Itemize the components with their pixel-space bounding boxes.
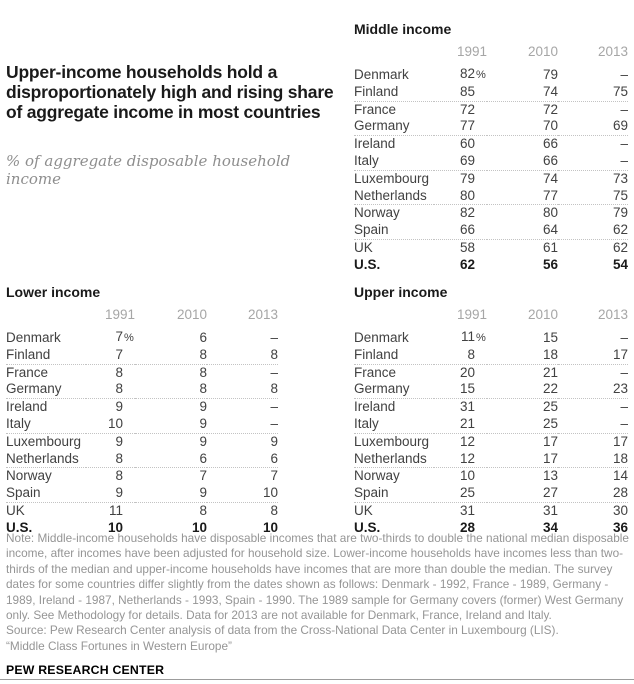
value-1991 <box>434 136 487 153</box>
value-2013: 8 <box>270 502 278 518</box>
value-text: 80 <box>459 187 475 203</box>
value-2013: – <box>620 329 628 345</box>
value-2010: 66 <box>487 153 558 170</box>
value-2013: 75 <box>558 84 628 101</box>
table-row <box>6 416 278 433</box>
value-text: 82 <box>459 66 475 81</box>
value-1991 <box>434 170 487 187</box>
value-2013: 28 <box>558 485 628 502</box>
value-2010: 25 <box>487 416 558 433</box>
value-text: 79 <box>459 170 475 186</box>
value-2010: 74 <box>487 84 558 101</box>
table-row <box>6 433 278 450</box>
country-label: Italy <box>354 416 434 433</box>
country-label: France <box>354 101 397 117</box>
year-header-row <box>354 301 628 329</box>
table-row <box>6 468 278 485</box>
country-label: Finland <box>6 347 86 364</box>
bottom-divider <box>0 679 634 680</box>
value-2010: 10 <box>191 519 207 535</box>
country-label: Denmark <box>354 66 409 82</box>
country-label: Spain <box>354 222 434 239</box>
value-2013: 36 <box>612 519 628 535</box>
country-label: France <box>6 364 49 380</box>
country-label: Denmark <box>354 329 409 345</box>
table-row <box>6 347 278 364</box>
country-label: Luxembourg <box>354 433 430 449</box>
table-row <box>354 451 628 468</box>
value-text: 9 <box>115 399 123 415</box>
table-row <box>6 364 278 381</box>
table-row <box>354 101 628 118</box>
value-2010: 66 <box>542 136 558 152</box>
country-label: U.S. <box>6 519 33 535</box>
table-row <box>354 364 628 381</box>
value-2010: 8 <box>199 364 207 380</box>
country-label: Denmark <box>6 329 61 345</box>
value-text: 10 <box>107 519 123 535</box>
year-header-row <box>354 38 628 66</box>
value-text: 10 <box>459 468 475 484</box>
value-text: 15 <box>459 381 475 397</box>
value-1991 <box>86 416 135 433</box>
brand-label: PEW RESEARCH CENTER <box>6 663 165 678</box>
value-2010: 8 <box>199 502 207 518</box>
country-label: France <box>354 364 397 380</box>
table-middle-income <box>354 21 628 274</box>
value-2010: 8 <box>135 381 207 398</box>
table-row <box>354 170 628 187</box>
figure-footer <box>6 531 630 677</box>
value-2013: 62 <box>558 222 628 239</box>
lower-income-table <box>6 301 278 537</box>
table-row <box>354 118 628 135</box>
value-1991 <box>434 239 487 256</box>
value-2013: 10 <box>262 519 278 535</box>
value-text: 62 <box>459 256 475 272</box>
country-label: Luxembourg <box>354 170 430 186</box>
value-2013: – <box>558 416 628 433</box>
table-title-upper-income: Upper income <box>354 284 448 300</box>
value-text: 85 <box>459 83 475 99</box>
value-2010: 21 <box>542 364 558 380</box>
value-1991 <box>86 468 135 485</box>
value-1991 <box>434 66 487 84</box>
table-row <box>354 153 628 170</box>
value-2013: 14 <box>612 468 628 484</box>
value-2013: 54 <box>612 256 628 272</box>
footnote: Note: Middle-income households have disposable incomes that are two-thirds to double the national median disposable income, after incomes have been adjusted for household size. Lower-income households have incomes less than two-thirds of the median and upper-income households have incomes that are more than double the median. The survey dates for some countries differ slightly from the dates shown as follows: Denmark - 1992, France - 1989, Germany - 1989, Ireland - 1987, Netherlands - 1993, Spain - 1990. The 1989 sample for Germany covers (former) West Germany only. See Methodology for details. Data for 2013 are not available for Denmark, France, Ireland and Italy. <box>6 531 629 623</box>
value-2010: 31 <box>542 502 558 518</box>
value-text: 28 <box>459 519 475 535</box>
value-2013: 17 <box>612 433 628 449</box>
value-text: 31 <box>459 502 475 518</box>
value-text: 77 <box>459 118 475 134</box>
country-label: Finland <box>354 347 434 364</box>
country-label: Netherlands <box>354 188 434 205</box>
value-2013: – <box>620 101 628 117</box>
percent-sign: % <box>124 332 134 344</box>
value-2010: 56 <box>542 256 558 272</box>
value-2010: 34 <box>542 519 558 535</box>
year-header-2013: 2013 <box>597 307 628 322</box>
table-row <box>354 416 628 433</box>
country-label: U.S. <box>354 519 381 535</box>
value-text: 60 <box>459 136 475 152</box>
value-text: 8 <box>467 346 475 362</box>
value-2010: 6 <box>199 329 207 345</box>
country-label: Luxembourg <box>6 433 82 449</box>
value-2010: 15 <box>542 329 558 345</box>
value-2013: 8 <box>207 381 278 398</box>
year-header-2013: 2013 <box>247 307 278 322</box>
table-title-middle-income: Middle income <box>354 21 452 37</box>
value-2013: – <box>620 136 628 152</box>
value-text: 7 <box>115 346 123 362</box>
value-2010: 64 <box>487 222 558 239</box>
value-2013: 7 <box>270 468 278 484</box>
table-row <box>354 433 628 450</box>
table-row <box>354 257 628 274</box>
value-2013: 30 <box>612 502 628 518</box>
value-2013: – <box>270 364 278 380</box>
value-2013: 6 <box>207 451 278 468</box>
year-header-1991: 1991 <box>456 307 487 322</box>
value-text: 82 <box>459 205 475 221</box>
country-label: Italy <box>6 416 86 433</box>
table-row <box>6 329 278 347</box>
value-1991 <box>434 153 487 170</box>
value-1991 <box>434 399 487 416</box>
table-row <box>354 329 628 347</box>
year-header-1991: 1991 <box>104 307 135 322</box>
value-2013: – <box>207 416 278 433</box>
corner-cell <box>354 38 434 66</box>
value-text: 11 <box>460 329 475 344</box>
value-2013: 9 <box>270 433 278 449</box>
table-row <box>354 188 628 205</box>
table-upper-income <box>354 284 628 537</box>
value-1991 <box>434 188 487 205</box>
value-2013: 18 <box>558 451 628 468</box>
table-row <box>6 485 278 502</box>
country-label: Finland <box>354 84 434 101</box>
value-2010: 8 <box>135 347 207 364</box>
table-title-lower-income: Lower income <box>6 284 101 300</box>
table-row <box>6 502 278 519</box>
table-row <box>354 205 628 222</box>
country-label: Ireland <box>6 399 48 415</box>
year-header-1991: 1991 <box>456 44 487 59</box>
country-label: Norway <box>354 468 400 484</box>
value-text: 8 <box>115 450 123 466</box>
table-row <box>354 66 628 84</box>
value-text: 10 <box>107 415 123 431</box>
country-label: U.S. <box>354 256 381 272</box>
country-label: Germany <box>354 381 434 398</box>
value-1991 <box>434 101 487 118</box>
value-2013: 8 <box>207 347 278 364</box>
value-2013: 10 <box>207 485 278 502</box>
value-text: 72 <box>459 101 475 117</box>
value-1991 <box>434 485 487 502</box>
value-2013: 62 <box>612 239 628 255</box>
value-2010: 72 <box>542 101 558 117</box>
country-label: UK <box>354 239 373 255</box>
value-2010: 7 <box>199 468 207 484</box>
value-2010: 9 <box>135 485 207 502</box>
value-1991 <box>86 485 135 502</box>
value-1991 <box>434 222 487 239</box>
corner-cell <box>6 301 86 329</box>
value-2010: 9 <box>199 433 207 449</box>
value-2010: 17 <box>487 451 558 468</box>
value-2010: 6 <box>135 451 207 468</box>
value-text: 25 <box>459 485 475 501</box>
value-2013: – <box>620 66 628 82</box>
value-1991 <box>434 118 487 135</box>
value-2010: 17 <box>542 433 558 449</box>
value-2013: 75 <box>558 188 628 205</box>
year-header-2010: 2010 <box>527 307 558 322</box>
value-text: 8 <box>115 381 123 397</box>
year-header-2013: 2013 <box>597 44 628 59</box>
value-text: 11 <box>108 502 123 518</box>
country-label: Spain <box>354 485 434 502</box>
value-1991 <box>86 399 135 416</box>
value-2013: 69 <box>558 118 628 135</box>
table-row <box>354 485 628 502</box>
table-row <box>354 381 628 398</box>
table-row <box>354 502 628 519</box>
middle-income-table <box>354 38 628 274</box>
value-2013: 79 <box>612 205 628 221</box>
value-1991 <box>434 381 487 398</box>
value-2013: 23 <box>558 381 628 398</box>
value-2013: – <box>558 153 628 170</box>
value-2010: 61 <box>542 239 558 255</box>
country-label: Ireland <box>354 399 396 415</box>
value-text: 20 <box>459 364 475 380</box>
percent-sign: % <box>476 69 486 81</box>
table-row <box>354 239 628 256</box>
table-row <box>354 84 628 101</box>
value-2010: 13 <box>542 468 558 484</box>
upper-income-table <box>354 301 628 537</box>
value-2013: 73 <box>612 170 628 186</box>
value-1991 <box>86 502 135 519</box>
value-2010: 80 <box>542 205 558 221</box>
country-label: Ireland <box>354 136 396 152</box>
value-text: 9 <box>115 485 123 501</box>
value-1991 <box>86 451 135 468</box>
value-2010: 77 <box>487 188 558 205</box>
value-2010: 25 <box>542 399 558 415</box>
value-1991 <box>86 364 135 381</box>
value-1991 <box>86 433 135 450</box>
table-lower-income <box>6 284 278 537</box>
value-1991 <box>434 502 487 519</box>
value-text: 8 <box>115 468 123 484</box>
table-row <box>6 451 278 468</box>
value-2013: – <box>620 399 628 415</box>
country-label: Italy <box>354 153 434 170</box>
value-1991 <box>434 364 487 381</box>
value-2010: 9 <box>199 399 207 415</box>
value-1991 <box>434 468 487 485</box>
value-2010: 22 <box>487 381 558 398</box>
figure-subtitle: % of aggregate disposable household income <box>6 152 291 188</box>
value-1991 <box>434 433 487 450</box>
value-text: 69 <box>459 152 475 168</box>
figure-title: Upper-income households hold a disproportionately high and rising share of aggregate income in most countries <box>6 62 334 122</box>
value-2010: 74 <box>542 170 558 186</box>
table-row <box>354 399 628 416</box>
year-header-2010: 2010 <box>527 44 558 59</box>
value-1991 <box>434 257 487 274</box>
value-1991 <box>86 329 135 347</box>
value-2013: 17 <box>558 347 628 364</box>
table-row <box>354 468 628 485</box>
value-text: 58 <box>459 239 475 255</box>
value-1991 <box>86 381 135 398</box>
value-1991 <box>434 416 487 433</box>
value-2010: 70 <box>487 118 558 135</box>
country-label: UK <box>354 502 373 518</box>
value-2010: 79 <box>542 66 558 82</box>
value-text: 8 <box>115 364 123 380</box>
value-1991 <box>434 329 487 347</box>
report-title: “Middle Class Fortunes in Western Europe” <box>6 638 232 653</box>
country-label: Norway <box>354 205 400 221</box>
country-label: Netherlands <box>354 451 434 468</box>
table-row <box>354 347 628 364</box>
value-text: 31 <box>459 399 475 415</box>
table-row <box>354 222 628 239</box>
value-text: 7 <box>115 329 123 344</box>
value-2013: – <box>270 329 278 345</box>
year-header-2010: 2010 <box>176 307 207 322</box>
value-text: 9 <box>115 433 123 449</box>
value-text: 12 <box>459 450 475 466</box>
corner-cell <box>354 301 434 329</box>
value-2010: 27 <box>487 485 558 502</box>
value-2010: 18 <box>487 347 558 364</box>
year-header-row <box>6 301 278 329</box>
table-row <box>6 381 278 398</box>
value-1991 <box>86 347 135 364</box>
country-label: Norway <box>6 468 52 484</box>
value-2010: 9 <box>135 416 207 433</box>
source-line: Source: Pew Research Center analysis of data from the Cross-National Data Center in Luxembourg (LIS). <box>6 623 559 638</box>
value-2013: – <box>620 364 628 380</box>
value-1991 <box>434 205 487 222</box>
value-text: 66 <box>459 222 475 238</box>
value-text: 12 <box>459 433 475 449</box>
value-text: 21 <box>459 415 475 431</box>
country-label: UK <box>6 502 25 518</box>
value-2013: – <box>270 399 278 415</box>
value-1991 <box>434 347 487 364</box>
table-row <box>6 399 278 416</box>
country-label: Spain <box>6 485 86 502</box>
value-1991 <box>434 84 487 101</box>
value-1991 <box>434 451 487 468</box>
country-label: Germany <box>6 381 86 398</box>
country-label: Netherlands <box>6 451 86 468</box>
country-label: Germany <box>354 118 434 135</box>
table-row <box>354 136 628 153</box>
percent-sign: % <box>476 332 486 344</box>
